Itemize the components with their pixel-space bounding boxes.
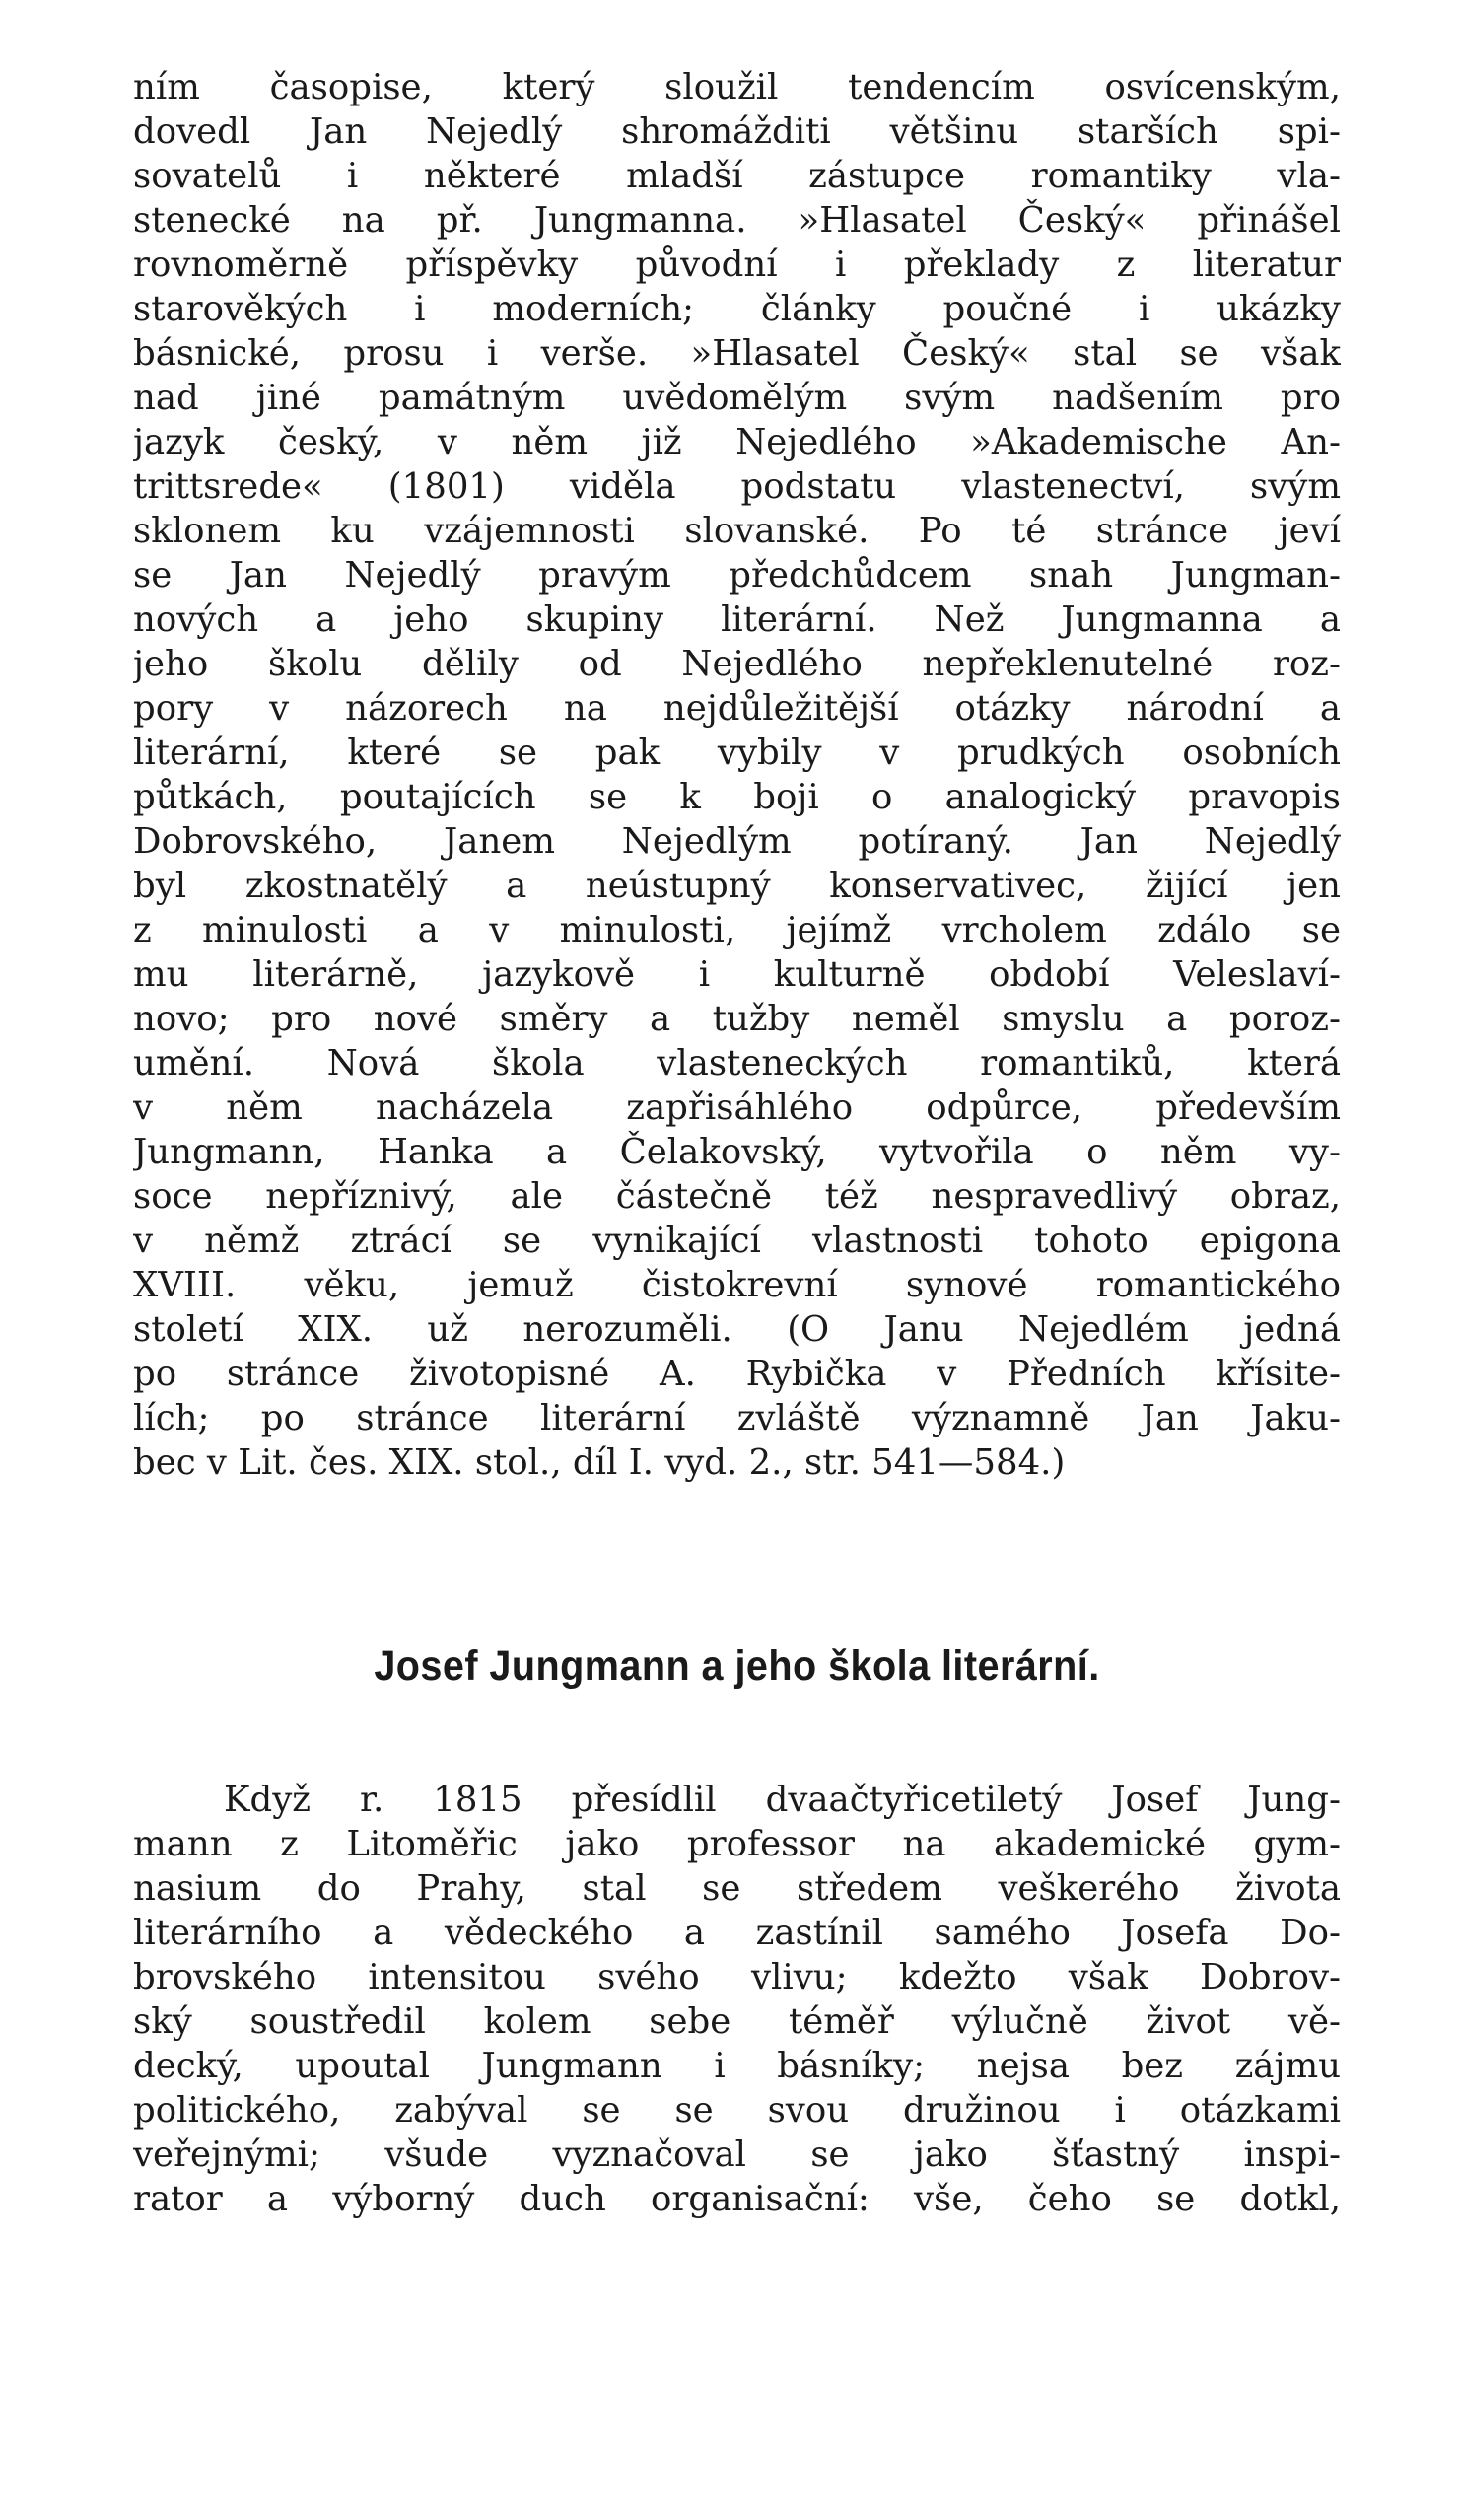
text-line: jeho školu dělily od Nejedlého nepřeklenutelné roz- bbox=[133, 644, 1341, 684]
text-line: ský soustředil kolem sebe téměř výlučně život vě- bbox=[133, 2001, 1341, 2042]
text-line: se Jan Nejedlý pravým předchůdcem snah Jungman- bbox=[133, 555, 1341, 595]
text-line: mann z Litoměřic jako professor na akademické gym- bbox=[133, 1824, 1341, 1864]
text-line: nasium do Prahy, stal se středem veškerého života bbox=[133, 1868, 1341, 1909]
text-line: bec v Lit. čes. XIX. stol., díl I. vyd. 2., str. 541—584.) bbox=[133, 1442, 1066, 1483]
text-line: mu literárně, jazykově i kulturně období Veleslaví- bbox=[133, 954, 1341, 995]
text-line: politického, zabýval se se svou družinou i otázkami bbox=[133, 2090, 1341, 2131]
text-line: ním časopise, který sloužil tendencím osvícenským, bbox=[133, 67, 1341, 107]
text-line: v něm nacházela zapřisáhlého odpůrce, především bbox=[133, 1087, 1341, 1128]
text-line: starověkých i moderních; články poučné i ukázky bbox=[133, 289, 1341, 329]
text-line: po stránce životopisné A. Rybička v Předních křísite- bbox=[133, 1354, 1341, 1394]
text-line: veřejnými; všude vyznačoval se jako šťastný inspi- bbox=[133, 2135, 1341, 2175]
text-line: půtkách, poutajících se k boji o analogický pravopis bbox=[133, 777, 1341, 817]
text-line: brovského intensitou svého vlivu; kdežto však Dobrov- bbox=[133, 1957, 1341, 1997]
text-line: soce nepříznivý, ale částečně též nespravedlivý obraz, bbox=[133, 1176, 1341, 1217]
text-line: sovatelů i některé mladší zástupce romantiky vla- bbox=[133, 156, 1341, 196]
paragraph-continuation bbox=[133, 65, 1341, 1485]
text-line: umění. Nová škola vlasteneckých romantiků, která bbox=[133, 1043, 1341, 1084]
text-line: pory v názorech na nejdůležitější otázky národní a bbox=[133, 688, 1341, 729]
text-line: XVIII. věku, jemuž čistokrevní synové romantického bbox=[133, 1265, 1341, 1305]
text-line: rovnoměrně příspěvky původní i překlady z literatur bbox=[133, 245, 1341, 285]
text-line: jazyk český, v něm již Nejedlého »Akademische An- bbox=[133, 422, 1341, 462]
text-line: nad jiné památným uvědomělým svým nadšením pro bbox=[133, 378, 1341, 418]
text-line: lích; po stránce literární zvláště významně Jan Jaku- bbox=[133, 1398, 1341, 1438]
text-line: decký, upoutal Jungmann i básníky; nejsa bez zájmu bbox=[133, 2046, 1341, 2086]
text-line: byl zkostnatělý a neústupný konservativec, žijící jen bbox=[133, 866, 1341, 906]
text-line: sklonem ku vzájemnosti slovanské. Po té stránce jeví bbox=[133, 511, 1341, 551]
text-line: literárního a vědeckého a zastínil samého Josefa Do- bbox=[133, 1913, 1341, 1953]
text-line: dovedl Jan Nejedlý shromážditi většinu starších spi- bbox=[133, 111, 1341, 152]
text-line: básnické, prosu i verše. »Hlasatel Český« stal se však bbox=[133, 333, 1341, 374]
text-line: Dobrovského, Janem Nejedlým potíraný. Jan Nejedlý bbox=[133, 821, 1341, 862]
text-line: Jungmann, Hanka a Čelakovský, vytvořila o něm vy- bbox=[133, 1132, 1341, 1172]
text-line: rator a výborný duch organisační: vše, čeho se dotkl, bbox=[133, 2179, 1341, 2219]
paragraph-section-start bbox=[133, 1778, 1341, 2221]
text-line: nových a jeho skupiny literární. Než Jungmanna a bbox=[133, 599, 1341, 640]
text-line: literární, které se pak vybily v prudkých osobních bbox=[133, 733, 1341, 773]
text-line: Když r. 1815 přesídlil dvaačtyřicetiletý Josef Jung- bbox=[224, 1780, 1341, 1820]
section-heading: Josef Jungmann a jeho škola literární. bbox=[374, 1643, 1100, 1690]
text-line: trittsrede« (1801) viděla podstatu vlastenectví, svým bbox=[133, 466, 1341, 507]
text-line: v němž ztrácí se vynikající vlastnosti tohoto epigona bbox=[133, 1221, 1341, 1261]
text-line: stenecké na př. Jungmanna. »Hlasatel Český« přinášel bbox=[133, 200, 1341, 241]
text-line: z minulosti a v minulosti, jejímž vrcholem zdálo se bbox=[133, 910, 1341, 950]
text-line: století XIX. už nerozuměli. (O Janu Nejedlém jedná bbox=[133, 1309, 1341, 1350]
text-line: novo; pro nové směry a tužby neměl smyslu a poroz- bbox=[133, 999, 1341, 1039]
